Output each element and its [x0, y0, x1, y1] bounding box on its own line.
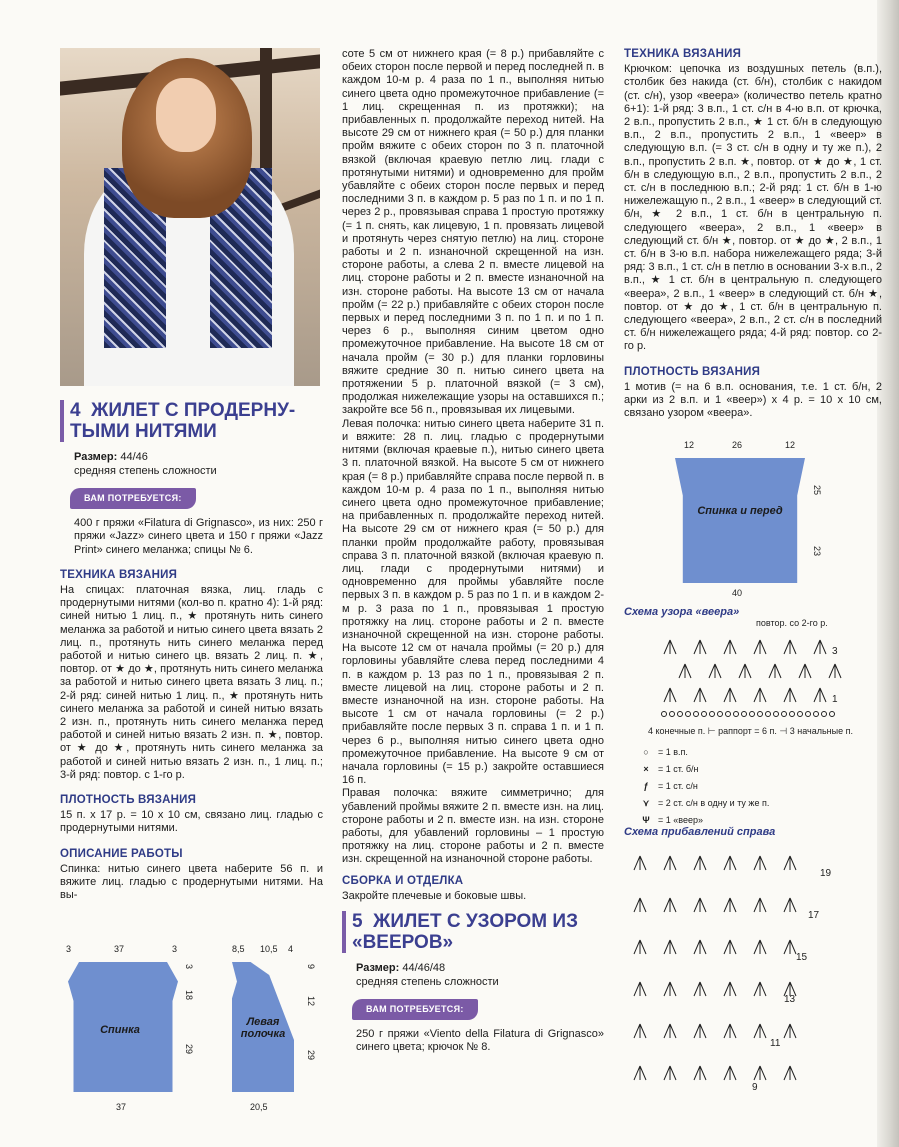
back-schematic: 3 37 3 Спинка 3 18 29 37: [66, 944, 194, 1112]
size-info-5: Размер: 44/46/48 средняя степень сложности: [356, 962, 499, 988]
materials-badge: ВАМ ПОТРЕБУЕТСЯ:: [70, 488, 196, 509]
assembly-text: Закройте плечевые и боковые швы.: [342, 889, 527, 902]
density-heading-5: ПЛОТНОСТЬ ВЯЗАНИЯ: [624, 365, 761, 378]
technique-heading: ТЕХНИКА ВЯЗАНИЯ: [60, 568, 178, 581]
back-continued-text: соте 5 см от нижнего края (= 8 р.) прибавляйте с обеих сторон после первой и перед последней п. в каждом 10-м р. 4 раза по 1 п., выполняя нитью синего цвета одно промежуточное прибавление (= 1 лиц. скрещенная п. из протяжки); на прибавленных п. продолжайте переход нитей. На высоте 29 см от нижнего края (= 50 р.) для планки пройм вяжите с обеих сторон по 3 п. платочной вязкой (включая краевую петлю лиц. глади с протянутыми нитями) и одновременно для пройм убавляйте с обеих сторон после первых и перед последними 3 п. в каждом р. 5 раз по 1 п. и по 1 п. через 2 р., провязывая справа 1 простую протяжку (= 1 п. снять, как лицевую, 1 п. провязать лицевой и протянуть через снятую петлю) на лиц. стороне работы и 2 п. изнаночной скрещенной на изн. стороне работы, а слева 2 п. вместе лицевой на лиц. стороне работы и 2 п. вместе изнаночной на изн. стороне работы. На высоте 13 см от начала пройм (= 22 р.) прибавляйте с обеих сторон после первых и перед последними 3 п. по 1 п. и по 1 п. через 6 р., выполняя синим цветом одно промежуточное прибавление. На высоте 18 см от начала пройм (= 30 р.) для планки горловины вяжите средние 30 п. нитью синего цвета на протяжении 5 р. платочной вязкой (= 3 см), продолжая нижележащие узоры на оставшихся п.; закройте все 56 п., провязывая их лицевыми.: [342, 48, 604, 417]
front-schematic: 8,5 10,5 4 Левая полочка 9 12 29 20,5: [232, 944, 316, 1112]
fan-pattern-chart: [660, 630, 870, 720]
materials-text: 400 г пряжи «Filatura di Grignasco», из них: 250 г пряжи «Jazz» синего цвета и 150 г пряжи «Jazz Print» синего меланжа; спицы № 6.: [74, 517, 323, 556]
description-text: Спинка: нитью синего цвета наберите 56 п. и вяжите лиц. гладью с продернутыми нитями. На вы-: [60, 862, 323, 902]
fan-pattern-section: Схема узора «веера» повтор. со 2-го р. 3 1 4 конечные п. ⊢ раппорт = 6 п. ⊣ 3 начальные п. ○ = 1 в.п. × = 1 ст. б/н ƒ = 1 ст. с/н ⋎ = 2 ст. с/н в одну и ту же п. Ψ = 1 «веер»: [624, 606, 882, 841]
project-4-title: 4 ЖИЛЕТ С ПРОДЕРНУ-ТЫМИ НИТЯМИ: [60, 400, 323, 442]
left-front-text: Левая полочка: нитью синего цвета наберите 31 п. и вяжите: 28 п. лиц. гладью с продернутыми нитями (включая краевые п.), нитью синего цвета 3 п. платочной вязкой. На высоте 5 см от нижнего края (= 8 р.) прибавляйте справа после первой п. в каждом 10-м р. 4 раза по 1 п., выполняя нитью синего цвета одно промежуточное прибавление; на прибавленных п. продолжайте переход нитей. На высоте 29 см от нижнего края (= 50 р.) для планки пройм продолжайте работу, провязывая справа 3 п. платочной вязкой (включая краевую п. лиц. глади с продернутыми нитями) и одновременно для проймы убавляйте после первых 3 п. в каждом р. 5 раз по 1 п. и в каждом 2-м р. 3 раза по 1 п., провязывая 1 простую протяжку на лиц. стороне работы и 2 п. вместе изнаночной скрещенной на изн. стороне работы. На высоте 12 см от начала проймы (= 20 р.) для горловины убавляйте слева перед последними 4 п. в каждом р. 13 раз по 1 п., провязывая 2 п. вместе лицевой на лиц. стороне работы и 2 п. вместе изнаночной на изн. стороне работы. На высоте 1 см от начала горловины (= 2 р.) прибавляйте после первых 3 п. справа 1 п. и 1 п. через 6 р., выполняя нитью синего цвета одно промежуточное прибавление. На высоте 9 см от начала горловины (= 15 р.) закройте оставшиеся 16 п.: [342, 417, 604, 787]
density-text: 15 п. х 17 р. = 10 х 10 см, связано лиц. гладью с продернутыми нитями.: [60, 809, 323, 835]
model-photo: [60, 48, 320, 386]
description-heading: ОПИСАНИЕ РАБОТЫ: [60, 847, 183, 860]
column-left: [60, 48, 323, 902]
increase-chart: [630, 846, 820, 1116]
technique-text: На спицах: платочная вязка, лиц. гладь с продернутыми нитями (кол-во п. кратно 4): 1-й ряд: синей нитью 1 лиц. п., ★ протянуть нить синего меланжа за работой и нитью синего цвета вязать 2 лиц. п., протянуть нить синего меланжа перед работой и нитью синего цв. вязать 2 лиц. п. ★, повтор. от ★ до ★, протянуть нить синего меланжа за работой и нитью синего цвета вязать 3 лиц. п.; 2-й ряд: синей нитью 1 лиц. п., ★ протянуть нить синего меланжа за работой и синей нитью вязать 2 изн. п., протянуть нить синего меланжа перед работой и синей нитью вязать 2 изн. п. ★, повтор. от ★ до ★, протянуть нить синего меланжа за работой и синей нитью вязать 2 изн. п., 1 лиц. п.; 3-й ряд: повтор. с 1-го р.: [60, 584, 323, 781]
right-front-text: Правая полочка: вяжите симметрично; для убавлений проймы вяжите 2 п. вместе изн. на лиц. стороне работы и 2 п. вместе изн. на изн. стороне работы, для убавлений горловины – 1 простую протяжку на лиц. стороне работы и 2 п. вместе изн. скрещенной на изнаночной стороне работы.: [342, 787, 604, 866]
project-5-title: 5 ЖИЛЕТ С УЗОРОМ ИЗ «ВЕЕРОВ»: [342, 911, 604, 953]
materials-text-5: 250 г пряжи «Viento della Filatura di Grignasco» синего цвета; крючок № 8.: [356, 1028, 604, 1054]
density-text-5: 1 мотив (= на 6 в.п. основания, т.е. 1 ст. б/н, 2 арки из 2 в.п. и 1 «веер») х 4 р. = 10 х 10 см, связано узором «веера».: [624, 380, 882, 420]
size-info: Размер: 44/46 средняя степень сложности: [74, 451, 217, 477]
vest-schematic: 12 26 12 Спинка и перед 25 23 40: [670, 440, 840, 600]
column-middle: [342, 48, 604, 1055]
column-right: [624, 48, 882, 420]
pattern-legend: ○ = 1 в.п. × = 1 ст. б/н ƒ = 1 ст. с/н ⋎ = 2 ст. с/н в одну и ту же п. Ψ = 1 «веер»: [642, 747, 770, 825]
increase-section: Схема прибавлений справа 19 17 15 13 11 9: [624, 826, 882, 1126]
materials-badge-5: ВАМ ПОТРЕБУЕТСЯ:: [352, 999, 478, 1020]
assembly-heading: СБОРКА И ОТДЕЛКА: [342, 874, 464, 887]
technique-heading-5: ТЕХНИКА ВЯЗАНИЯ: [624, 48, 742, 60]
density-heading: ПЛОТНОСТЬ ВЯЗАНИЯ: [60, 794, 197, 807]
technique-text-5: Крючком: цепочка из воздушных петель (в.п.), столбик без накида (ст. б/н), столбик с накидом (ст. с/н), узор «веера» (количество петель кратно 6+1): 1-й ряд: 3 в.п., 1 ст. с/н в 4-ю в.п. от крючка, 2 в.п., пропустить 2 в.п., ★ 1 ст. б/н в следующую в.п., 2 в.п., пропустить 2 в.п., 1 «веер» в следующую в.п. (= 3 ст. с/н в одну и ту же п.), 2 в.п., пропустить 2 в.п. ★, повтор. от ★ до ★, 1 ст. б/н в следующую в.п., 2 в.п., пропустить 2 в.п., 2 ст. с/н в последнюю в.п.; 2-й ряд: 1 ст. б/н в 1-ю нижележащую п., 2 в.п., 1 «веер» в следующий ст. б/н, ★ 2 в.п., 1 ст. б/н в центральную п. следующего «веера», 2 в.п., 1 «веер» в следующий ст. б/н ★, повтор. от ★ до ★, 2 в.п., 1 ст. б/н в 3-ю в.п. набора нижележащего ряда; 3-й ряд: 3 в.п., 1 ст. с/н в петлю в основании 3-х в.п., 2 в.п., ★ 1 ст. б/н в центральную п. следующего «веера», 2 в.п., 1 «веер» в следующий ст. б/н ★, повтор. от ★ до ★, 1 ст. б/н в центральную п. следующего «веера», 2 в.п., 2 ст. с/н в последний ст. б/н нижележащего ряда; 4-й ряд: повтор. со 2-го р.: [624, 63, 882, 353]
